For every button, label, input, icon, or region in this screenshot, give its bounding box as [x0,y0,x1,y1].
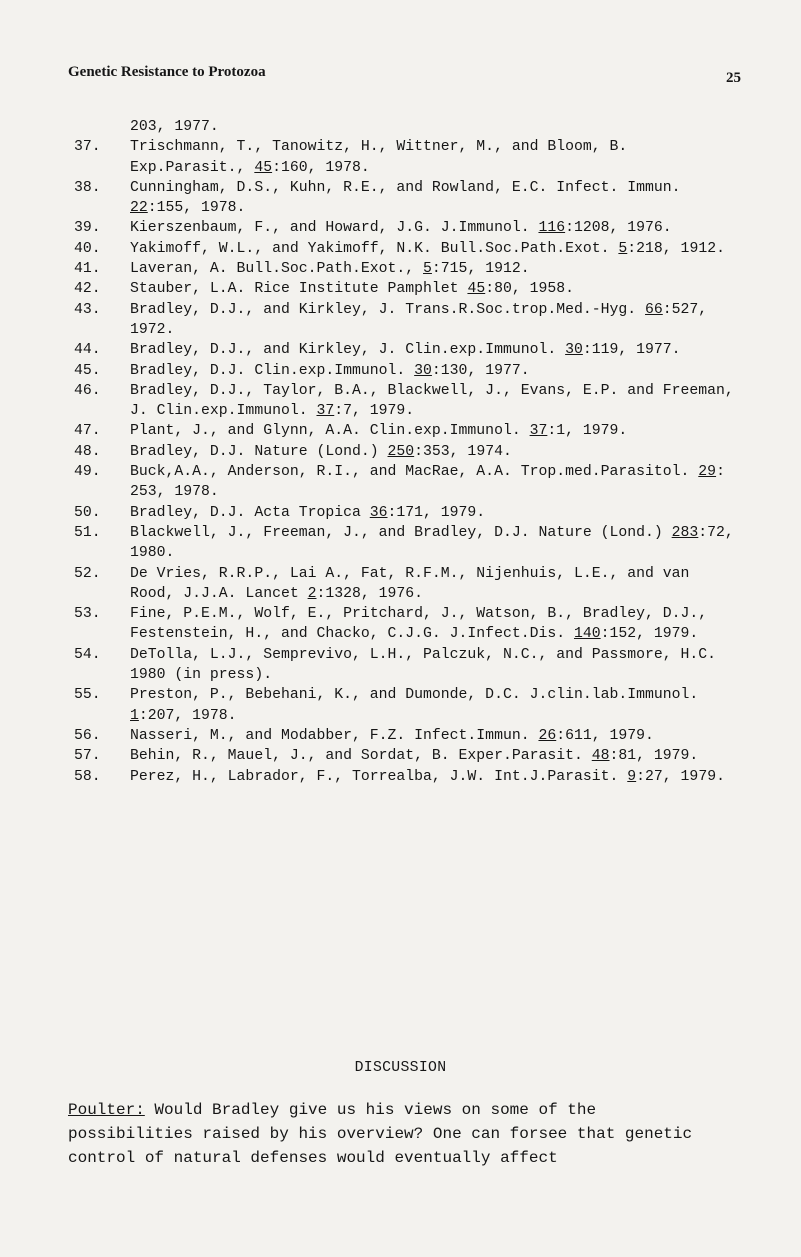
reference-segment: :119, 1977. [582,342,681,359]
volume-number: 9 [627,768,637,785]
volume-number: 140 [573,626,601,643]
reference-text [130,421,734,441]
volume-number: 283 [671,524,699,541]
reference-item [74,300,734,341]
reference-segment: :7, 1979. [334,403,415,420]
reference-segment: :72, 1980. [130,524,743,562]
reference-item [74,421,734,441]
reference-item [74,503,734,523]
reference-number: 39. [74,220,101,237]
reference-segment: :171, 1979. [387,504,486,521]
reference-segment: :1328, 1976. [316,585,424,602]
reference-number: 50. [74,504,101,521]
reference-text [130,523,743,564]
reference-text [130,259,734,279]
reference-number: 54. [74,646,101,663]
reference-text [130,340,734,360]
reference-segment: Buck,A.A., Anderson, R.I., and MacRae, A.A. Trop.med.Parasitol. [130,464,699,481]
reference-segment: :527, 1972. [130,301,717,338]
reference-segment: :353, 1974. [414,443,512,460]
reference-item [74,685,734,726]
volume-number: 45 [467,281,486,298]
reference-segment: Blackwell, J., Freeman, J., and Bradley, D.J. Nature (Lond.) [130,524,672,541]
reference-segment: :1, 1979. [547,423,628,440]
reference-number: 48. [74,443,101,460]
reference-text [130,442,734,462]
volume-number: 116 [538,220,566,237]
volume-number: 26 [538,727,557,744]
discussion-heading: DISCUSSION [354,1060,447,1076]
reference-number: 53. [74,606,101,623]
volume-number: 45 [254,159,273,176]
discussion-text: Would Bradley give us his views on some of the possibilities raised by his overview? One can forsee that genetic control of natural defenses would eventually affect [68,1101,693,1167]
reference-text [130,564,734,605]
reference-text [130,218,734,238]
reference-segment: Bradley, D.J., Taylor, B.A., Blackwell, J., Evans, E.P. and Freeman, J. Clin.exp.Immunol. [130,382,743,420]
reference-number: 56. [74,727,101,744]
reference-number: 47. [74,423,101,440]
reference-segment: :155, 1978. [147,200,246,217]
running-title: Genetic Resistance to Protozoa [68,64,266,80]
discussion-paragraph [68,1098,728,1170]
reference-segment: :130, 1977. [431,362,530,379]
reference-segment: :80, 1958. [485,281,574,298]
reference-segment: De Vries, R.R.P., Lai A., Fat, R.F.M., Nijenhuis, L.E., and van Rood, J.J.A. Lancet [130,565,699,602]
reference-number: 51. [74,524,101,541]
reference-text [130,685,734,726]
reference-text [130,503,734,523]
volume-number: 37 [316,403,335,420]
reference-text [130,361,734,381]
reference-number: 49. [74,464,101,481]
reference-number: 58. [74,768,101,785]
reference-text [130,178,734,219]
reference-segment: Trischmann, T., Tanowitz, H., Wittner, M., and Bloom, B. Exp.Parasit., [130,139,637,176]
volume-number: 29 [698,464,717,481]
reference-segment: Bradley, D.J., and Kirkley, J. Clin.exp.Immunol. [130,342,566,359]
reference-item [74,564,734,605]
reference-number: 45. [74,362,101,379]
reference-segment: Laveran, A. Bull.Soc.Path.Exot., [130,261,424,278]
reference-item [74,726,734,746]
reference-item [74,178,734,219]
page-number: 25 [726,70,741,86]
reference-text [130,381,743,422]
volume-number: 30 [565,342,583,359]
volume-number: 37 [529,423,548,440]
reference-segment: Stauber, L.A. Rice Institute Pamphlet [130,281,468,298]
reference-item [74,442,734,462]
volume-number: 30 [414,362,432,379]
reference-text [130,239,734,259]
volume-number: 1 [130,707,139,724]
reference-list [74,117,743,787]
volume-number: 2 [307,585,317,602]
reference-item [74,645,734,686]
reference-segment: :207, 1978. [138,707,237,724]
reference-item [74,523,743,564]
reference-number: 41. [74,261,101,278]
reference-segment: : 253, 1978. [130,464,734,501]
reference-segment: Bradley, D.J. Acta Tropica [130,504,370,521]
volume-number: 66 [645,301,663,318]
reference-segment: Fine, P.E.M., Wolf, E., Pritchard, J., Watson, B., Bradley, D.J., Festenstein, H., and Chacko, C.J.G. J.Infect.Dis. [130,606,717,643]
reference-segment: :27, 1979. [636,768,725,785]
reference-segment: :218, 1912. [627,240,725,257]
reference-number: 44. [74,342,101,359]
reference-segment: Preston, P., Bebehani, K., and Dumonde, D.C. J.clin.lab.Immunol. [130,687,708,704]
reference-segment: Nasseri, M., and Modabber, F.Z. Infect.Immun. [130,727,539,744]
reference-number: 57. [74,748,101,765]
reference-segment: DeTolla, L.J., Semprevivo, L.H., Palczuk, N.C., and Passmore, H.C. 1980 (in press). [130,646,725,684]
reference-number: 38. [74,179,101,196]
reference-segment: Kierszenbaum, F., and Howard, J.G. J.Immunol. [130,220,539,237]
reference-number: 42. [74,281,101,298]
reference-number: 40. [74,240,101,257]
reference-segment: :152, 1979. [600,626,699,643]
reference-segment: :611, 1979. [556,727,654,744]
reference-text [130,604,734,645]
reference-segment: :715, 1912. [431,261,530,278]
reference-continuation: 203, 1977. [130,119,219,135]
reference-item [74,767,734,787]
volume-number: 36 [369,504,388,521]
reference-segment: Cunningham, D.S., Kuhn, R.E., and Rowland, E.C. Infect. Immun. [130,179,690,196]
reference-item [74,259,734,279]
reference-segment: :81, 1979. [609,748,699,765]
reference-segment: Bradley, D.J., and Kirkley, J. Trans.R.Soc.trop.Med.-Hyg. [130,301,646,318]
reference-text [130,746,734,766]
reference-text [130,279,734,299]
reference-number: 46. [74,382,101,399]
reference-text [130,137,734,178]
volume-number: 48 [591,748,610,765]
reference-item [74,239,734,259]
reference-item [74,462,734,503]
reference-item [74,746,734,766]
reference-text [130,462,734,503]
reference-number: 37. [74,139,101,156]
reference-text [130,645,734,686]
volume-number: 22 [130,200,148,217]
volume-number: 5 [618,240,628,257]
reference-segment: Bradley, D.J. Nature (Lond.) [130,443,388,460]
reference-item [74,137,734,178]
reference-segment: Behin, R., Mauel, J., and Sordat, B. Exper.Parasit. [130,748,592,765]
reference-number: 52. [74,565,101,582]
reference-item [74,381,743,422]
reference-text [130,767,734,787]
reference-segment: Perez, H., Labrador, F., Torrealba, J.W. Int.J.Parasit. [130,768,628,785]
reference-segment: :1208, 1976. [565,220,672,237]
reference-item [74,218,734,238]
reference-segment: Bradley, D.J. Clin.exp.Immunol. [130,362,415,379]
volume-number: 5 [423,261,432,278]
speaker-name: Poulter: [68,1101,145,1119]
volume-number: 250 [387,443,415,460]
reference-text [130,726,734,746]
reference-number: 43. [74,301,101,318]
reference-text [130,300,734,341]
reference-segment: :160, 1978. [272,159,370,176]
reference-item [74,279,734,299]
reference-item [74,340,734,360]
reference-item [74,604,734,645]
reference-item [74,361,734,381]
reference-segment: Yakimoff, W.L., and Yakimoff, N.K. Bull.Soc.Path.Exot. [130,240,619,257]
reference-number: 55. [74,687,101,704]
reference-segment: Plant, J., and Glynn, A.A. Clin.exp.Immunol. [130,423,530,440]
